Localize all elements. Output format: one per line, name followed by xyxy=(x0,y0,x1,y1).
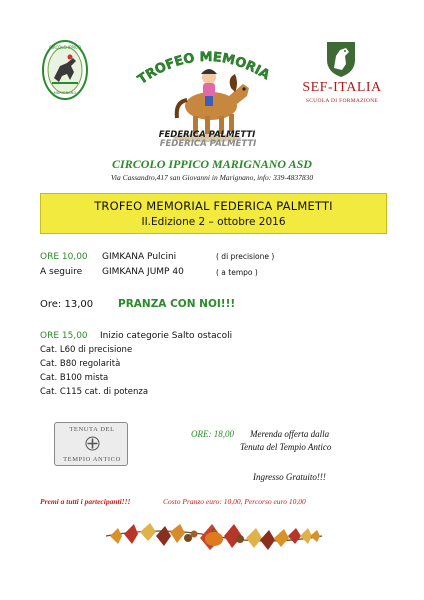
banner-subtitle: II.Edizione 2 – ottobre 2016 xyxy=(141,216,286,228)
sef-italia-logo xyxy=(300,40,384,110)
svg-text:FEDERICA PALMETTI: FEDERICA PALMETTI xyxy=(158,130,256,140)
sef-name: SEF-ITALIA xyxy=(302,80,382,95)
svg-text:MARIGNANO: MARIGNANO xyxy=(53,91,77,95)
trofeo-logo xyxy=(135,44,280,148)
costs-text: Costo Pranzo euro: 10,00, Percorso euro 10,00 xyxy=(163,497,306,506)
event-salto-ostacoli: Inizio categorie Salto ostacoli xyxy=(100,331,233,341)
svg-text:CIRCOLO IPPICO: CIRCOLO IPPICO xyxy=(48,45,82,50)
stamp-bottom-text: TEMPIO ANTICO xyxy=(63,456,121,463)
time-a-seguire: A seguire xyxy=(40,267,83,277)
circolo-logo xyxy=(40,38,90,102)
ingresso-gratuito: Ingresso Gratuito!!! xyxy=(253,472,326,482)
time-10: ORE 10,00 xyxy=(40,252,88,262)
stamp-top-text: TENUTA DEL xyxy=(69,426,115,433)
time-18: ORE: 18,00 xyxy=(191,429,234,439)
lunch-text: PRANZA CON NOI!!! xyxy=(118,298,236,310)
tenuta-text: Tenuta del Tempio Antico xyxy=(240,442,332,452)
note-precisione: ( di precisione ) xyxy=(216,252,275,261)
club-address: Via Cassandro,417 san Giovanni in Marignano, info: 339-4837830 xyxy=(110,173,314,182)
time-13: Ore: 13,00 xyxy=(40,299,94,310)
event-gimkana-pulcini: GIMKANA Pulcini xyxy=(102,252,177,262)
horse-shield-icon xyxy=(324,40,358,78)
banner-title: TROFEO MEMORIAL FEDERICA PALMETTI xyxy=(94,199,333,213)
sef-subtitle: SCUOLA DI FORMAZIONE xyxy=(305,98,379,104)
merenda-text: Merenda offerta dalla xyxy=(250,429,330,439)
category-item: Cat. B80 regolarità xyxy=(40,359,121,369)
event-banner xyxy=(40,193,387,234)
tempio-antico-stamp xyxy=(54,422,128,466)
premi-text: Premi a tutti i partecipanti!!! xyxy=(40,497,131,506)
club-name: CIRCOLO IPPICO MARIGNANO ASD xyxy=(112,157,312,171)
svg-text:FEDERICA PALMETTI: FEDERICA PALMETTI xyxy=(159,139,257,148)
category-item: Cat. L60 di precisione xyxy=(40,345,133,355)
category-item: Cat. C115 cat. di potenza xyxy=(40,387,149,397)
time-15: ORE 15,00 xyxy=(40,331,88,341)
cross-emblem-icon xyxy=(85,436,100,451)
autumn-garland-decoration xyxy=(100,512,328,560)
event-gimkana-jump: GIMKANA JUMP 40 xyxy=(102,267,184,277)
category-item: Cat. B100 mista xyxy=(40,373,109,383)
svg-text:TROFEO MEMORIAL: TROFEO MEMORIA xyxy=(135,49,273,88)
note-tempo: ( a tempo ) xyxy=(216,268,258,277)
